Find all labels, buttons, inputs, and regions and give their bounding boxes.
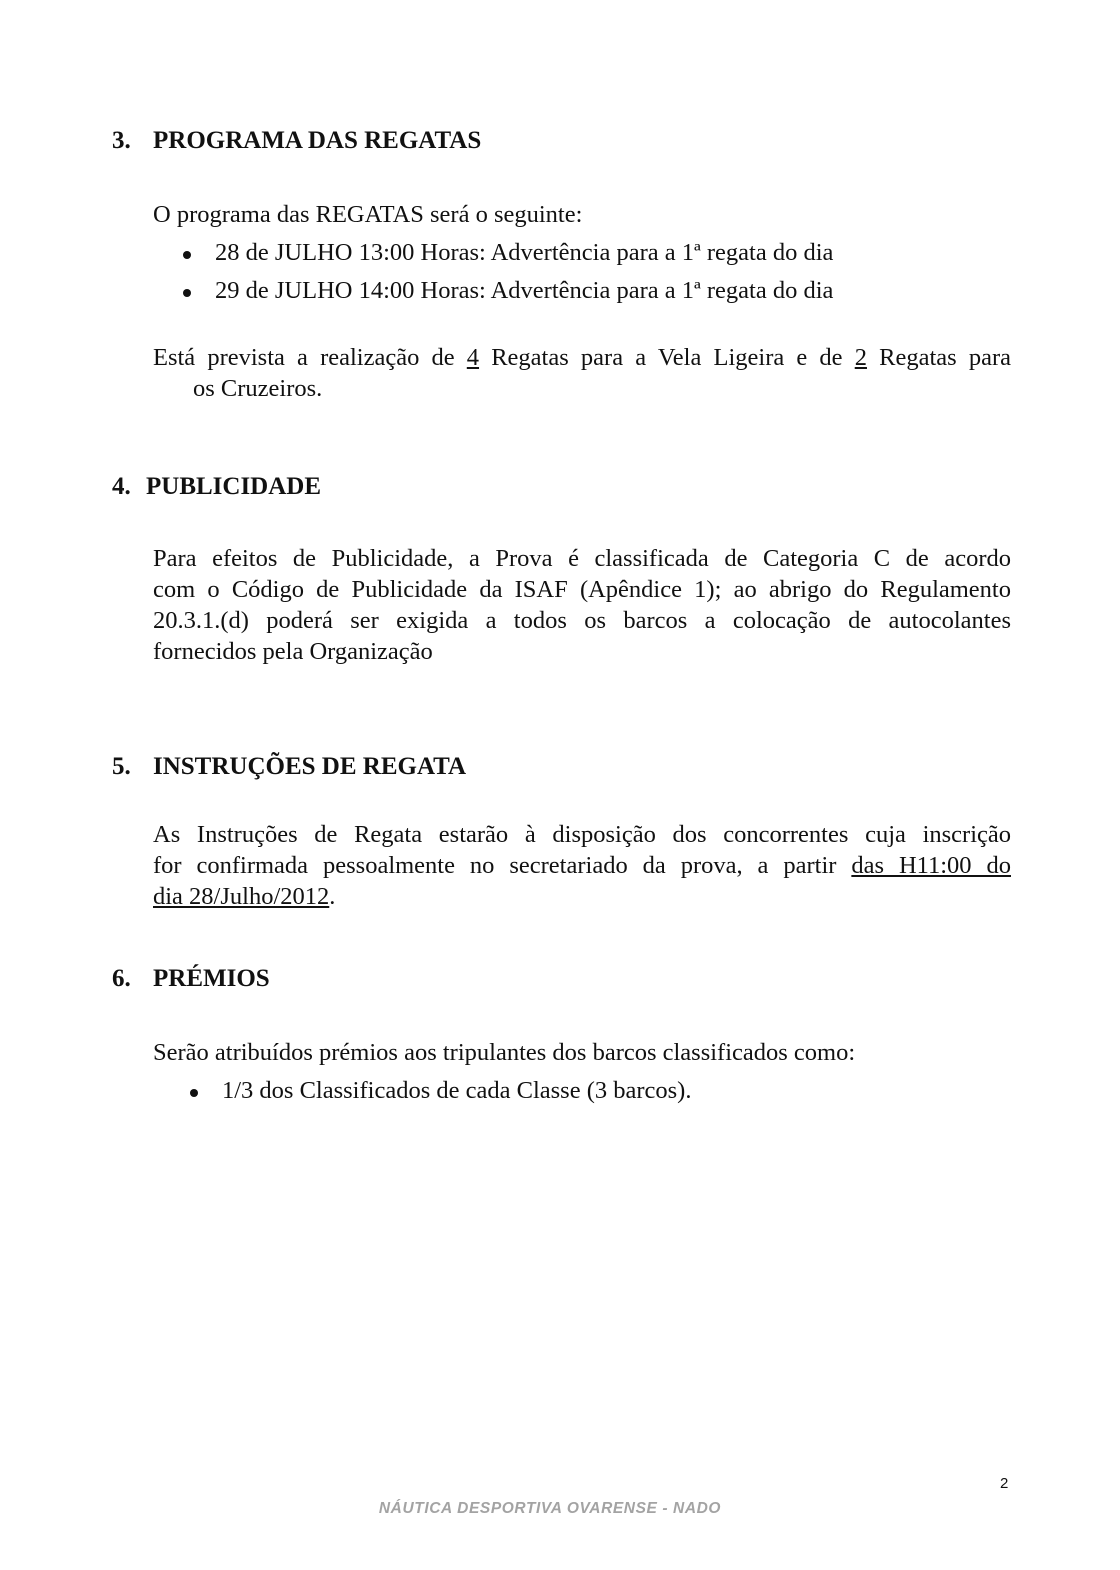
section-4-line-4: fornecidos pela Organização	[153, 638, 433, 665]
section-5-line-2: for confirmada pessoalmente no secretariado da prova, a partir das H11:00 do	[153, 852, 1011, 879]
section-3-number: 3.	[112, 127, 131, 154]
section-6-bullet-1: 1/3 dos Classificados de cada Classe (3 barcos).	[222, 1077, 692, 1104]
section-5-line-1: As Instruções de Regata estarão à disposição dos concorrentes cuja inscrição	[153, 821, 1011, 848]
section-6-number: 6.	[112, 965, 131, 992]
page-number: 2	[1000, 1475, 1009, 1492]
section-5-number: 5.	[112, 753, 131, 780]
section-4-title: PUBLICIDADE	[146, 473, 322, 500]
section-6-title: PRÉMIOS	[153, 965, 270, 992]
start-date-underlined: dia 28/Julho/2012	[153, 883, 330, 910]
section-3-bullet-2: 29 de JULHO 14:00 Horas: Advertência para a 1ª regata do dia	[215, 277, 834, 304]
bullet-dot	[183, 289, 191, 297]
section-5-title: INSTRUÇÕES DE REGATA	[153, 753, 467, 780]
section-5-line-3: dia 28/Julho/2012.	[153, 883, 336, 910]
section-3-title: PROGRAMA DAS REGATAS	[153, 127, 482, 154]
section-4-line-1: Para efeitos de Publicidade, a Prova é classificada de Categoria C de acordo	[153, 545, 1011, 572]
bullet-dot	[190, 1089, 198, 1097]
footer-organization: NÁUTICA DESPORTIVA OVARENSE - NADO	[378, 1500, 722, 1517]
bullet-dot	[183, 251, 191, 259]
cruzeiros-count: 2	[854, 344, 867, 371]
section-3-intro: O programa das REGATAS será o seguinte:	[153, 201, 583, 228]
section-4-number: 4.	[112, 473, 131, 500]
section-4-line-3: 20.3.1.(d) poderá ser exigida a todos os barcos a colocação de autocolantes	[153, 607, 1011, 634]
section-4-line-2: com o Código de Publicidade da ISAF (Apêndice 1); ao abrigo do Regulamento	[153, 576, 1011, 603]
section-3-bullet-1: 28 de JULHO 13:00 Horas: Advertência para a 1ª regata do dia	[215, 239, 834, 266]
section-3-note-line2: os Cruzeiros.	[193, 375, 323, 402]
start-time-underlined: das H11:00 do	[851, 852, 1011, 879]
section-3-note: Está prevista a realização de 4 Regatas para a Vela Ligeira e de 2 Regatas para	[153, 344, 1011, 371]
section-6-intro: Serão atribuídos prémios aos tripulantes dos barcos classificados como:	[153, 1039, 856, 1066]
vela-ligeira-count: 4	[466, 344, 480, 371]
